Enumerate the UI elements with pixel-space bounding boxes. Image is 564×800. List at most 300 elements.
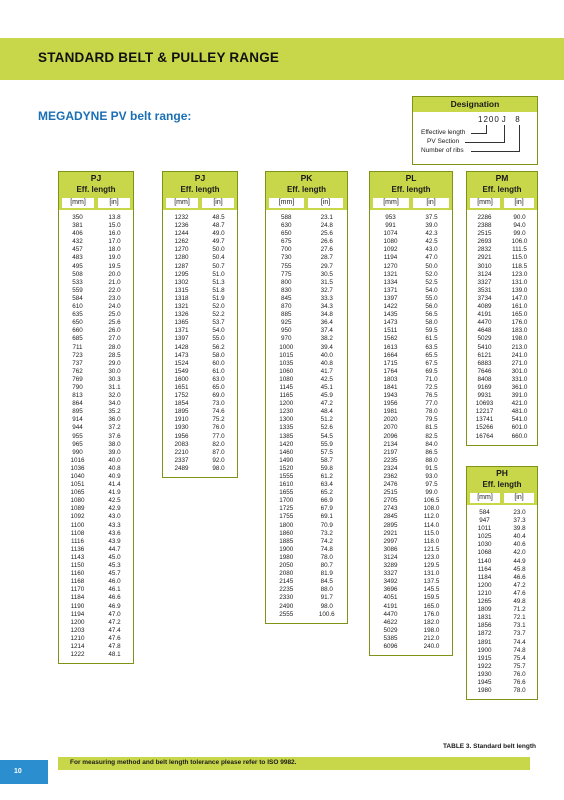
cell-mm: 1200 xyxy=(279,400,294,408)
cell-in: 57.5 xyxy=(320,448,333,456)
cell-in: 37.4 xyxy=(320,327,333,335)
cell-in: 301.0 xyxy=(511,367,528,375)
cell-in: 52.6 xyxy=(320,424,333,432)
cell-mm: 755 xyxy=(280,262,292,270)
cell-in: 47.0 xyxy=(108,610,121,618)
cell-mm: 2080 xyxy=(279,570,294,578)
cell-mm: 1302 xyxy=(174,278,189,286)
cell-mm: 1473 xyxy=(174,351,189,359)
cell-in: 137.5 xyxy=(423,578,440,586)
cell-in: 421.0 xyxy=(511,400,528,408)
cell-in: 63.4 xyxy=(320,481,333,489)
table-section: PJ xyxy=(163,172,237,184)
cell-in: 23.0 xyxy=(108,294,121,302)
cell-in: 17.0 xyxy=(108,238,121,246)
cell-mm: 2489 xyxy=(174,464,189,472)
cell-mm: 925 xyxy=(280,319,292,327)
cell-mm: 2555 xyxy=(279,610,294,618)
cell-mm: 4470 xyxy=(383,610,398,618)
cell-mm: 1831 xyxy=(477,614,492,622)
table-units-row xyxy=(370,196,452,210)
cell-in: 99.0 xyxy=(513,230,526,238)
cell-in: 93.0 xyxy=(425,473,438,480)
cell-mm: 1203 xyxy=(70,626,85,634)
table-eff-length-header: Eff. length xyxy=(467,479,537,491)
column-in xyxy=(307,214,348,619)
belt-table-pl xyxy=(369,171,453,656)
cell-in: 108.0 xyxy=(423,505,440,513)
cell-in: 49.0 xyxy=(212,230,225,238)
cell-mm: 1150 xyxy=(70,562,85,570)
cell-in: 121.5 xyxy=(423,545,440,553)
cell-mm: 730 xyxy=(280,254,292,262)
cell-mm: 1980 xyxy=(477,687,492,695)
leader-line xyxy=(471,133,487,134)
cell-in: 43.0 xyxy=(425,246,438,254)
table-section: PM xyxy=(467,172,537,184)
cell-in: 81.5 xyxy=(425,424,438,432)
cell-in: 32.0 xyxy=(108,392,121,400)
cell-mm: 813 xyxy=(72,392,83,400)
cell-in: 111.5 xyxy=(512,246,527,254)
cell-mm: 1315 xyxy=(174,286,189,294)
cell-in: 91.7 xyxy=(320,594,333,602)
cell-in: 56.5 xyxy=(425,311,438,319)
cell-mm: 3327 xyxy=(383,570,398,578)
cell-in: 77.0 xyxy=(425,400,438,408)
cell-in: 74.8 xyxy=(320,545,333,553)
cell-in: 40.8 xyxy=(320,359,333,367)
cell-mm: 1809 xyxy=(477,606,492,614)
cell-in: 99.0 xyxy=(425,489,438,497)
cell-mm: 1287 xyxy=(174,262,189,270)
cell-in: 46.0 xyxy=(108,578,121,586)
cell-mm: 9169 xyxy=(477,383,492,391)
cell-in: 58.7 xyxy=(320,456,333,464)
cell-in: 67.9 xyxy=(320,505,333,513)
cell-mm: 1334 xyxy=(383,278,398,286)
cell-in: 67.5 xyxy=(425,359,438,367)
cell-in: 100.6 xyxy=(318,610,335,618)
cell-in: 80.7 xyxy=(320,562,333,570)
column-mm xyxy=(467,509,502,695)
cell-in: 97.5 xyxy=(425,481,438,489)
cell-mm: 2083 xyxy=(174,440,189,448)
cell-mm: 1943 xyxy=(383,392,398,400)
cell-in: 22.0 xyxy=(108,286,121,294)
cell-mm: 6883 xyxy=(477,359,492,367)
cell-in: 240.0 xyxy=(423,642,440,650)
cell-in: 47.2 xyxy=(513,581,526,589)
cell-mm: 1856 xyxy=(477,622,492,630)
cell-mm: 1168 xyxy=(70,578,85,586)
cell-mm: 1321 xyxy=(174,303,189,311)
cell-mm: 5385 xyxy=(383,634,398,642)
cell-mm: 2235 xyxy=(279,586,294,594)
cell-in: 42.3 xyxy=(425,230,438,238)
leader-line xyxy=(471,151,520,152)
cell-in: 46.9 xyxy=(108,602,121,610)
cell-mm: 1000 xyxy=(279,343,294,351)
cell-mm: 4470 xyxy=(477,319,492,327)
cell-mm: 1136 xyxy=(70,545,85,553)
cell-mm: 947 xyxy=(479,517,490,525)
cell-in: 78.0 xyxy=(513,687,526,695)
cell-mm: 533 xyxy=(72,278,83,286)
cell-in: 15.0 xyxy=(108,222,121,230)
cell-mm: 1803 xyxy=(383,375,398,383)
cell-mm: 4648 xyxy=(477,327,492,335)
cell-mm: 1613 xyxy=(383,343,398,351)
cell-mm: 2693 xyxy=(477,238,492,246)
table-section: PH xyxy=(467,467,537,479)
cell-mm: 845 xyxy=(280,294,292,302)
cell-in: 23.1 xyxy=(320,214,333,221)
cell-mm: 1910 xyxy=(174,416,189,424)
table-values xyxy=(467,210,537,441)
cell-in: 35.2 xyxy=(108,408,121,416)
table-section: PL xyxy=(370,172,452,184)
cell-in: 29.7 xyxy=(320,262,333,270)
cell-in: 212.0 xyxy=(423,634,440,642)
cell-in: 25.6 xyxy=(108,319,121,327)
cell-in: 30.3 xyxy=(108,375,121,383)
cell-mm: 381 xyxy=(72,222,83,230)
cell-in: 34.3 xyxy=(320,303,333,311)
cell-in: 123.0 xyxy=(423,553,440,561)
column-in xyxy=(411,214,452,651)
cell-in: 72.1 xyxy=(513,614,526,622)
cell-mm: 1524 xyxy=(174,359,189,367)
code-section: J xyxy=(501,115,507,124)
cell-in: 42.5 xyxy=(425,238,438,246)
cell-mm: 1700 xyxy=(279,497,294,505)
cell-mm: 990 xyxy=(72,448,83,456)
cell-in: 69.0 xyxy=(212,392,225,400)
cell-mm: 2324 xyxy=(383,464,398,472)
cell-in: 52.2 xyxy=(212,311,225,319)
cell-in: 131.0 xyxy=(511,278,528,286)
table-values xyxy=(266,210,347,619)
cell-in: 47.0 xyxy=(425,254,438,262)
table-eff-length-header: Eff. length xyxy=(163,184,237,196)
cell-in: 47.6 xyxy=(513,589,526,597)
belt-table-pm xyxy=(466,171,538,446)
cell-mm: 1900 xyxy=(279,545,294,553)
cell-mm: 1194 xyxy=(383,254,398,262)
cell-mm: 2832 xyxy=(477,246,492,254)
cell-mm: 13741 xyxy=(475,416,494,424)
cell-mm: 1752 xyxy=(174,392,189,400)
cell-mm: 1981 xyxy=(383,408,398,416)
cell-mm: 2145 xyxy=(279,578,294,586)
cell-in: 34.0 xyxy=(108,400,121,408)
cell-mm: 2096 xyxy=(383,432,398,440)
cell-mm: 1140 xyxy=(477,557,492,565)
cell-in: 165.0 xyxy=(423,602,440,610)
cell-in: 52.5 xyxy=(425,278,438,286)
cell-mm: 1210 xyxy=(70,634,85,642)
cell-mm: 2921 xyxy=(383,529,398,537)
cell-mm: 2337 xyxy=(174,456,189,464)
cell-mm: 3492 xyxy=(383,578,398,586)
cell-mm: 1170 xyxy=(70,586,85,594)
cell-in: 54.0 xyxy=(212,327,225,335)
cell-in: 18.0 xyxy=(108,246,121,254)
cell-mm: 1051 xyxy=(70,481,85,489)
cell-mm: 1715 xyxy=(383,359,398,367)
cell-in: 32.7 xyxy=(320,286,333,294)
cell-in: 59.8 xyxy=(320,464,333,472)
cell-in: 183.0 xyxy=(511,327,528,335)
cell-in: 118.0 xyxy=(423,537,440,545)
cell-mm: 1036 xyxy=(70,464,85,472)
cell-in: 45.8 xyxy=(513,565,526,573)
cell-mm: 1068 xyxy=(477,549,492,557)
cell-in: 43.9 xyxy=(108,537,121,545)
cell-in: 54.5 xyxy=(320,432,333,440)
table-units-row xyxy=(467,491,537,505)
cell-in: 42.0 xyxy=(513,549,526,557)
cell-mm: 9931 xyxy=(477,392,492,400)
cell-in: 77.0 xyxy=(212,432,225,440)
cell-in: 55.9 xyxy=(320,440,333,448)
cell-mm: 1800 xyxy=(279,521,294,529)
unit-in: [in] xyxy=(98,198,130,208)
cell-in: 40.9 xyxy=(108,473,121,480)
cell-mm: 762 xyxy=(72,367,83,375)
cell-in: 129.5 xyxy=(423,562,440,570)
cell-mm: 1214 xyxy=(70,642,85,650)
cell-in: 161.0 xyxy=(511,303,528,311)
cell-in: 147.0 xyxy=(511,294,528,302)
cell-in: 391.0 xyxy=(511,392,528,400)
cell-in: 98.0 xyxy=(212,464,225,472)
column-mm xyxy=(163,214,200,473)
cell-in: 54.0 xyxy=(425,286,438,294)
cell-mm: 685 xyxy=(72,335,83,343)
cell-mm: 1035 xyxy=(279,359,294,367)
cell-mm: 1562 xyxy=(383,335,398,343)
cell-in: 45.3 xyxy=(108,562,121,570)
cell-mm: 965 xyxy=(72,440,83,448)
cell-mm: 1860 xyxy=(279,529,294,537)
cell-in: 48.5 xyxy=(212,214,225,221)
cell-mm: 2476 xyxy=(383,481,398,489)
leader-line xyxy=(519,125,520,152)
cell-in: 65.2 xyxy=(320,489,333,497)
cell-in: 72.5 xyxy=(425,383,438,391)
cell-mm: 1270 xyxy=(383,262,398,270)
cell-mm: 991 xyxy=(385,222,396,230)
cell-mm: 1854 xyxy=(174,400,189,408)
column-in xyxy=(96,214,133,659)
cell-mm: 660 xyxy=(72,327,83,335)
cell-in: 42.5 xyxy=(108,497,121,505)
cell-in: 40.4 xyxy=(513,533,526,541)
cell-in: 38.2 xyxy=(320,335,333,343)
cell-mm: 350 xyxy=(72,214,83,221)
cell-mm: 3531 xyxy=(477,286,492,294)
cell-mm: 1321 xyxy=(383,270,398,278)
cell-mm: 2197 xyxy=(383,448,398,456)
table-section: PJ xyxy=(59,172,133,184)
cell-in: 78.0 xyxy=(425,408,438,416)
cell-mm: 1725 xyxy=(279,505,294,513)
cell-in: 176.0 xyxy=(511,319,528,327)
cell-in: 50.4 xyxy=(212,254,225,262)
cell-in: 40.0 xyxy=(108,456,121,464)
cell-mm: 1422 xyxy=(383,303,398,311)
cell-mm: 4191 xyxy=(477,311,492,319)
designation-title: Designation xyxy=(413,97,537,112)
cell-mm: 1280 xyxy=(174,254,189,262)
cell-in: 49.8 xyxy=(513,598,526,606)
cell-in: 47.4 xyxy=(108,626,121,634)
cell-in: 48.1 xyxy=(108,651,121,659)
cell-mm: 1080 xyxy=(70,497,85,505)
cell-mm: 1371 xyxy=(174,327,189,335)
table-eff-length-header: Eff. length xyxy=(59,184,133,196)
unit-mm: [mm] xyxy=(269,198,304,208)
cell-in: 118.5 xyxy=(511,262,528,270)
cell-mm: 1922 xyxy=(477,662,492,670)
cell-mm: 3696 xyxy=(383,586,398,594)
cell-mm: 737 xyxy=(72,359,83,367)
cell-mm: 1655 xyxy=(279,489,294,497)
table-values xyxy=(59,210,133,659)
column-mm xyxy=(467,214,502,441)
cell-mm: 1930 xyxy=(477,670,492,678)
cell-in: 123.0 xyxy=(511,270,528,278)
cell-in: 21.0 xyxy=(108,278,121,286)
cell-mm: 3010 xyxy=(477,262,492,270)
cell-mm: 2743 xyxy=(383,505,398,513)
column-mm xyxy=(370,214,411,651)
cell-mm: 495 xyxy=(72,262,83,270)
cell-in: 51.3 xyxy=(212,278,225,286)
cell-in: 51.2 xyxy=(320,416,333,424)
cell-in: 50.0 xyxy=(212,246,225,254)
cell-in: 60.0 xyxy=(212,359,225,367)
cell-mm: 895 xyxy=(72,408,83,416)
title-bar xyxy=(0,38,564,80)
cell-in: 61.5 xyxy=(425,335,438,343)
cell-mm: 1651 xyxy=(174,383,189,391)
cell-mm: 12217 xyxy=(475,408,494,416)
cell-mm: 635 xyxy=(72,311,83,319)
cell-in: 44.9 xyxy=(513,557,526,565)
cell-in: 98.0 xyxy=(320,602,333,610)
cell-mm: 16764 xyxy=(475,432,494,440)
cell-in: 43.3 xyxy=(108,521,121,529)
unit-mm: [mm] xyxy=(166,198,198,208)
cell-in: 44.7 xyxy=(108,545,121,553)
cell-in: 36.0 xyxy=(108,416,121,424)
cell-in: 165.0 xyxy=(511,311,528,319)
cell-mm: 1244 xyxy=(174,230,189,238)
cell-in: 271.0 xyxy=(511,359,528,367)
cell-mm: 457 xyxy=(72,246,83,254)
cell-in: 76.0 xyxy=(212,424,225,432)
unit-in: [in] xyxy=(308,198,343,208)
code-length: 1200 xyxy=(478,115,500,124)
cell-in: 78.0 xyxy=(320,553,333,561)
cell-in: 56.0 xyxy=(425,303,438,311)
cell-mm: 1210 xyxy=(477,589,492,597)
cell-mm: 1397 xyxy=(174,335,189,343)
cell-in: 47.2 xyxy=(320,400,333,408)
cell-in: 34.8 xyxy=(320,311,333,319)
cell-in: 47.2 xyxy=(108,618,121,626)
cell-mm: 4089 xyxy=(477,303,492,311)
cell-mm: 1108 xyxy=(70,529,85,537)
cell-in: 176.0 xyxy=(423,610,440,618)
cell-mm: 1755 xyxy=(279,513,294,521)
cell-mm: 1040 xyxy=(70,473,85,480)
cell-mm: 1160 xyxy=(70,570,85,578)
cell-mm: 1200 xyxy=(70,618,85,626)
cell-mm: 1236 xyxy=(174,222,189,230)
cell-in: 46.1 xyxy=(108,586,121,594)
belt-table-ph xyxy=(466,466,538,700)
cell-mm: 2235 xyxy=(383,456,398,464)
cell-in: 61.0 xyxy=(212,367,225,375)
cell-in: 45.9 xyxy=(320,392,333,400)
cell-mm: 3124 xyxy=(477,270,492,278)
cell-in: 28.5 xyxy=(108,351,121,359)
table-values xyxy=(467,505,537,695)
cell-in: 33.3 xyxy=(320,294,333,302)
cell-mm: 2895 xyxy=(383,521,398,529)
cell-in: 25.0 xyxy=(108,311,121,319)
cell-mm: 1222 xyxy=(70,651,85,659)
cell-in: 84.0 xyxy=(425,440,438,448)
cell-mm: 870 xyxy=(280,303,292,311)
cell-in: 38.0 xyxy=(108,440,121,448)
cell-mm: 5029 xyxy=(383,626,398,634)
cell-in: 52.0 xyxy=(425,270,438,278)
cell-mm: 483 xyxy=(72,254,83,262)
table-eff-length-header: Eff. length xyxy=(370,184,452,196)
column-in xyxy=(502,214,537,441)
cell-mm: 650 xyxy=(280,230,292,238)
cell-mm: 1295 xyxy=(174,270,189,278)
table-units-row xyxy=(266,196,347,210)
code-ribs: 8 xyxy=(515,115,521,124)
cell-in: 76.5 xyxy=(425,392,438,400)
cell-in: 45.0 xyxy=(108,553,121,561)
cell-in: 106.0 xyxy=(511,238,528,246)
cell-in: 37.3 xyxy=(513,517,526,525)
cell-in: 71.2 xyxy=(513,606,526,614)
cell-in: 51.8 xyxy=(212,286,225,294)
column-mm xyxy=(266,214,307,619)
cell-mm: 6121 xyxy=(477,351,492,359)
cell-mm: 15266 xyxy=(475,424,494,432)
cell-mm: 1420 xyxy=(279,440,294,448)
table-eff-length-header: Eff. length xyxy=(467,184,537,196)
cell-in: 51.0 xyxy=(212,270,225,278)
cell-in: 541.0 xyxy=(511,416,528,424)
cell-in: 70.9 xyxy=(320,521,333,529)
cell-mm: 723 xyxy=(72,351,83,359)
cell-mm: 2134 xyxy=(383,440,398,448)
cell-in: 30.5 xyxy=(320,270,333,278)
cell-in: 16.0 xyxy=(108,230,121,238)
cell-mm: 508 xyxy=(72,270,83,278)
cell-mm: 1089 xyxy=(70,505,85,513)
